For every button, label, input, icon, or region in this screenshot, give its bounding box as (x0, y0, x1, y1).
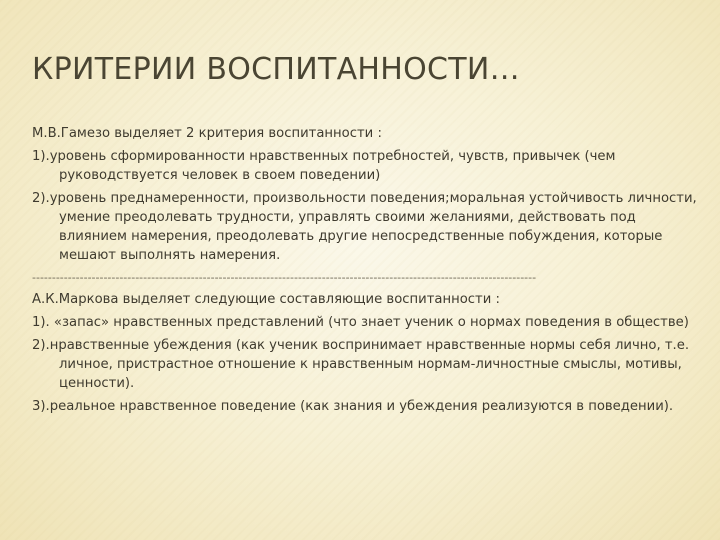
markova-component-3: 3).реальное нравственное поведение (как знания и убеждения реализуются в поведении). (32, 399, 674, 414)
markova-intro: А.К.Маркова выделяет следующие составляющие воспитанности : (32, 292, 500, 307)
gamezo-criterion-2: 2).уровень преднамеренности, произвольности поведения;моральная устойчивость личности, умение преодолевать трудности, управлять своими желаниями, действовать под влиянием намерения, преодолевать другие непосредственные побуждения, которые мешают выполнять намерения. (32, 191, 697, 263)
slide-title: КРИТЕРИИ ВОСПИТАННОСТИ… (32, 52, 520, 87)
markova-component-1: 1). «запас» нравственных представлений (что знает ученик о нормах поведения в обществе) (32, 315, 689, 330)
gamezo-criterion-1: 1).уровень сформированности нравственных потребностей, чувств, привычек (чем руководствуется человек в своем поведении) (32, 149, 616, 183)
separator-line: ------------------------------------------------------------------------------------------------------------------------------- (32, 271, 537, 284)
markova-component-2: 2).нравственные убеждения (как ученик воспринимает нравственные нормы себя лично, т.е. личное, пристрастное отношение к нравственным нормам-личностные смыслы, мотивы, ценности). (32, 338, 690, 391)
gamezo-intro: М.В.Гамезо выделяет 2 критерия воспитанности : (32, 126, 382, 141)
slide-content (32, 124, 700, 420)
